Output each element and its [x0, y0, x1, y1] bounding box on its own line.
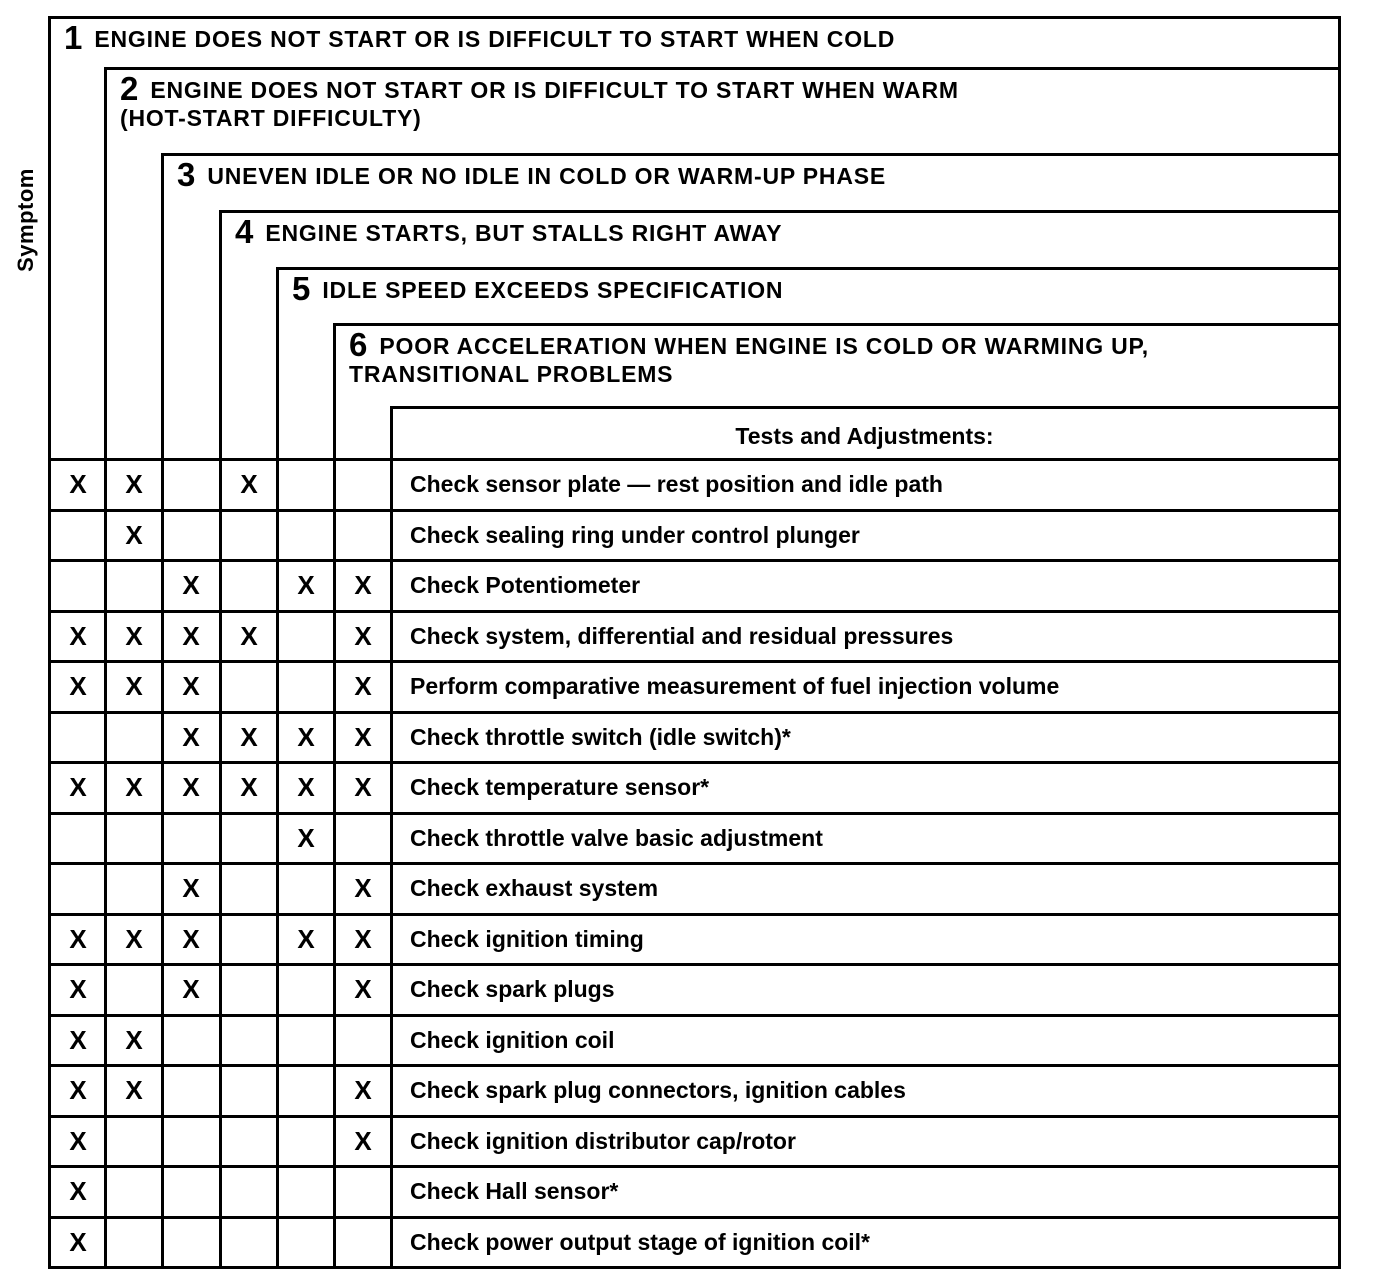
symptom-mark: X [297, 570, 315, 600]
symptom-mark: X [297, 822, 315, 853]
symptom-mark: X [354, 671, 372, 701]
header-bottom-line [48, 458, 1341, 461]
test-label: Check ignition distributor cap/rotor [410, 1127, 796, 1154]
symptom-number: 6 [349, 326, 368, 363]
symptom-header-1 [64, 19, 896, 56]
symptom-mark: X [69, 1024, 87, 1055]
bracket-top-line [104, 67, 1341, 70]
symptom-mark: X [240, 772, 258, 802]
symptom-header-5 [292, 270, 784, 307]
bracket-top-line [276, 267, 1341, 270]
symptom-mark: X [297, 923, 315, 954]
bracket-top-line [48, 16, 1341, 19]
symptom-mark: X [297, 721, 315, 752]
symptom-mark: X [69, 1176, 87, 1206]
symptom-number: 4 [235, 213, 254, 250]
test-label: Check Hall sensor* [410, 1178, 619, 1204]
row-divider [48, 711, 1341, 714]
bracket-top-line [161, 153, 1341, 156]
symptom-header-2 [120, 70, 959, 134]
symptom-mark: X [354, 1075, 372, 1105]
symptom-mark: X [69, 772, 87, 802]
test-label: Check ignition coil [410, 1026, 615, 1053]
test-label: Check ignition timing [410, 925, 644, 952]
row-divider [48, 862, 1341, 865]
symptom-mark: X [354, 1125, 372, 1156]
row-divider [48, 610, 1341, 613]
symptom-mark: X [354, 620, 372, 651]
symptom-mark: X [354, 772, 372, 802]
symptom-mark: X [182, 671, 200, 701]
row-divider [48, 761, 1341, 764]
symptom-mark: X [69, 1075, 87, 1105]
symptom-header-3 [177, 156, 887, 193]
symptom-mark: X [125, 1024, 143, 1055]
symptom-text: UNEVEN IDLE OR NO IDLE IN COLD OR WARM-UP PHASE [207, 163, 887, 189]
row-divider [48, 559, 1341, 562]
symptom-axis-text: Symptom [13, 168, 38, 272]
test-label: Check spark plugs [410, 976, 615, 1002]
symptom-text: POOR ACCELERATION WHEN ENGINE IS COLD OR WARMING UP, [379, 333, 1149, 359]
symptom-text: ENGINE DOES NOT START OR IS DIFFICULT TO START WHEN COLD [94, 26, 896, 52]
row-divider [48, 1064, 1341, 1067]
symptom-mark: X [125, 469, 143, 499]
symptom-mark: X [240, 620, 258, 651]
symptom-text: IDLE SPEED EXCEEDS SPECIFICATION [322, 277, 784, 303]
symptom-mark: X [354, 873, 372, 903]
symptom-mark: X [240, 469, 258, 499]
tests-heading: Tests and Adjustments: [735, 423, 994, 449]
test-label: Check sensor plate — rest position and idle path [410, 471, 943, 497]
test-label: Check temperature sensor* [410, 774, 710, 800]
symptom-mark: X [354, 923, 372, 954]
test-label: Check Potentiometer [410, 572, 641, 598]
test-label: Check spark plug connectors, ignition cables [410, 1077, 906, 1103]
symptom-text: ENGINE STARTS, BUT STALLS RIGHT AWAY [265, 220, 783, 246]
symptom-mark: X [125, 923, 143, 954]
symptom-number: 1 [64, 19, 83, 56]
row-divider [48, 1266, 1341, 1269]
symptom-mark: X [125, 620, 143, 651]
test-label: Check throttle switch (idle switch)* [410, 723, 791, 750]
symptom-text: TRANSITIONAL PROBLEMS [349, 361, 674, 387]
symptom-mark: X [182, 873, 200, 903]
row-divider [48, 963, 1341, 966]
row-divider [48, 1115, 1341, 1118]
row-divider [48, 913, 1341, 916]
row-divider [48, 812, 1341, 815]
symptom-number: 5 [292, 270, 311, 307]
symptom-number: 3 [177, 156, 196, 193]
test-label: Check sealing ring under control plunger [410, 521, 860, 548]
symptom-mark: X [69, 1125, 87, 1156]
row-divider [48, 660, 1341, 663]
symptom-mark: X [182, 620, 200, 651]
test-label: Perform comparative measurement of fuel injection volume [410, 673, 1060, 699]
bracket-top-line [390, 406, 1341, 409]
row-divider [48, 1014, 1341, 1017]
symptom-mark: X [69, 469, 87, 499]
row-divider [48, 509, 1341, 512]
symptom-mark: X [69, 974, 87, 1004]
test-label: Check throttle valve basic adjustment [410, 824, 823, 851]
test-label: Check exhaust system [410, 875, 659, 901]
symptom-mark: X [125, 772, 143, 802]
symptom-mark: X [125, 1075, 143, 1105]
symptom-mark: X [69, 1226, 87, 1257]
symptom-mark: X [354, 721, 372, 752]
symptom-mark: X [69, 923, 87, 954]
bracket-top-line [219, 210, 1341, 213]
test-label: Check power output stage of ignition coil* [410, 1228, 871, 1255]
symptom-mark: X [182, 570, 200, 600]
symptom-text: (HOT-START DIFFICULTY) [120, 105, 422, 131]
symptom-mark: X [182, 923, 200, 954]
row-divider [48, 1165, 1341, 1168]
symptom-header-6 [349, 326, 1149, 390]
symptom-mark: X [297, 772, 315, 802]
symptom-mark: X [125, 519, 143, 550]
table-right-border [1338, 16, 1341, 1269]
symptom-mark: X [182, 974, 200, 1004]
symptom-mark: X [125, 671, 143, 701]
symptom-mark: X [69, 671, 87, 701]
symptom-text: ENGINE DOES NOT START OR IS DIFFICULT TO START WHEN WARM [150, 77, 959, 103]
symptom-mark: X [354, 570, 372, 600]
bracket-top-line [333, 323, 1341, 326]
symptom-axis-label [6, 130, 46, 310]
row-divider [48, 1216, 1341, 1219]
symptom-number: 2 [120, 70, 139, 107]
symptom-mark: X [182, 772, 200, 802]
test-label: Check system, differential and residual pressures [410, 622, 954, 649]
symptom-header-4 [235, 213, 783, 250]
symptom-mark: X [240, 721, 258, 752]
column-divider [276, 267, 279, 1269]
symptom-mark: X [69, 620, 87, 651]
symptom-mark: X [182, 721, 200, 752]
symptom-mark: X [354, 974, 372, 1004]
